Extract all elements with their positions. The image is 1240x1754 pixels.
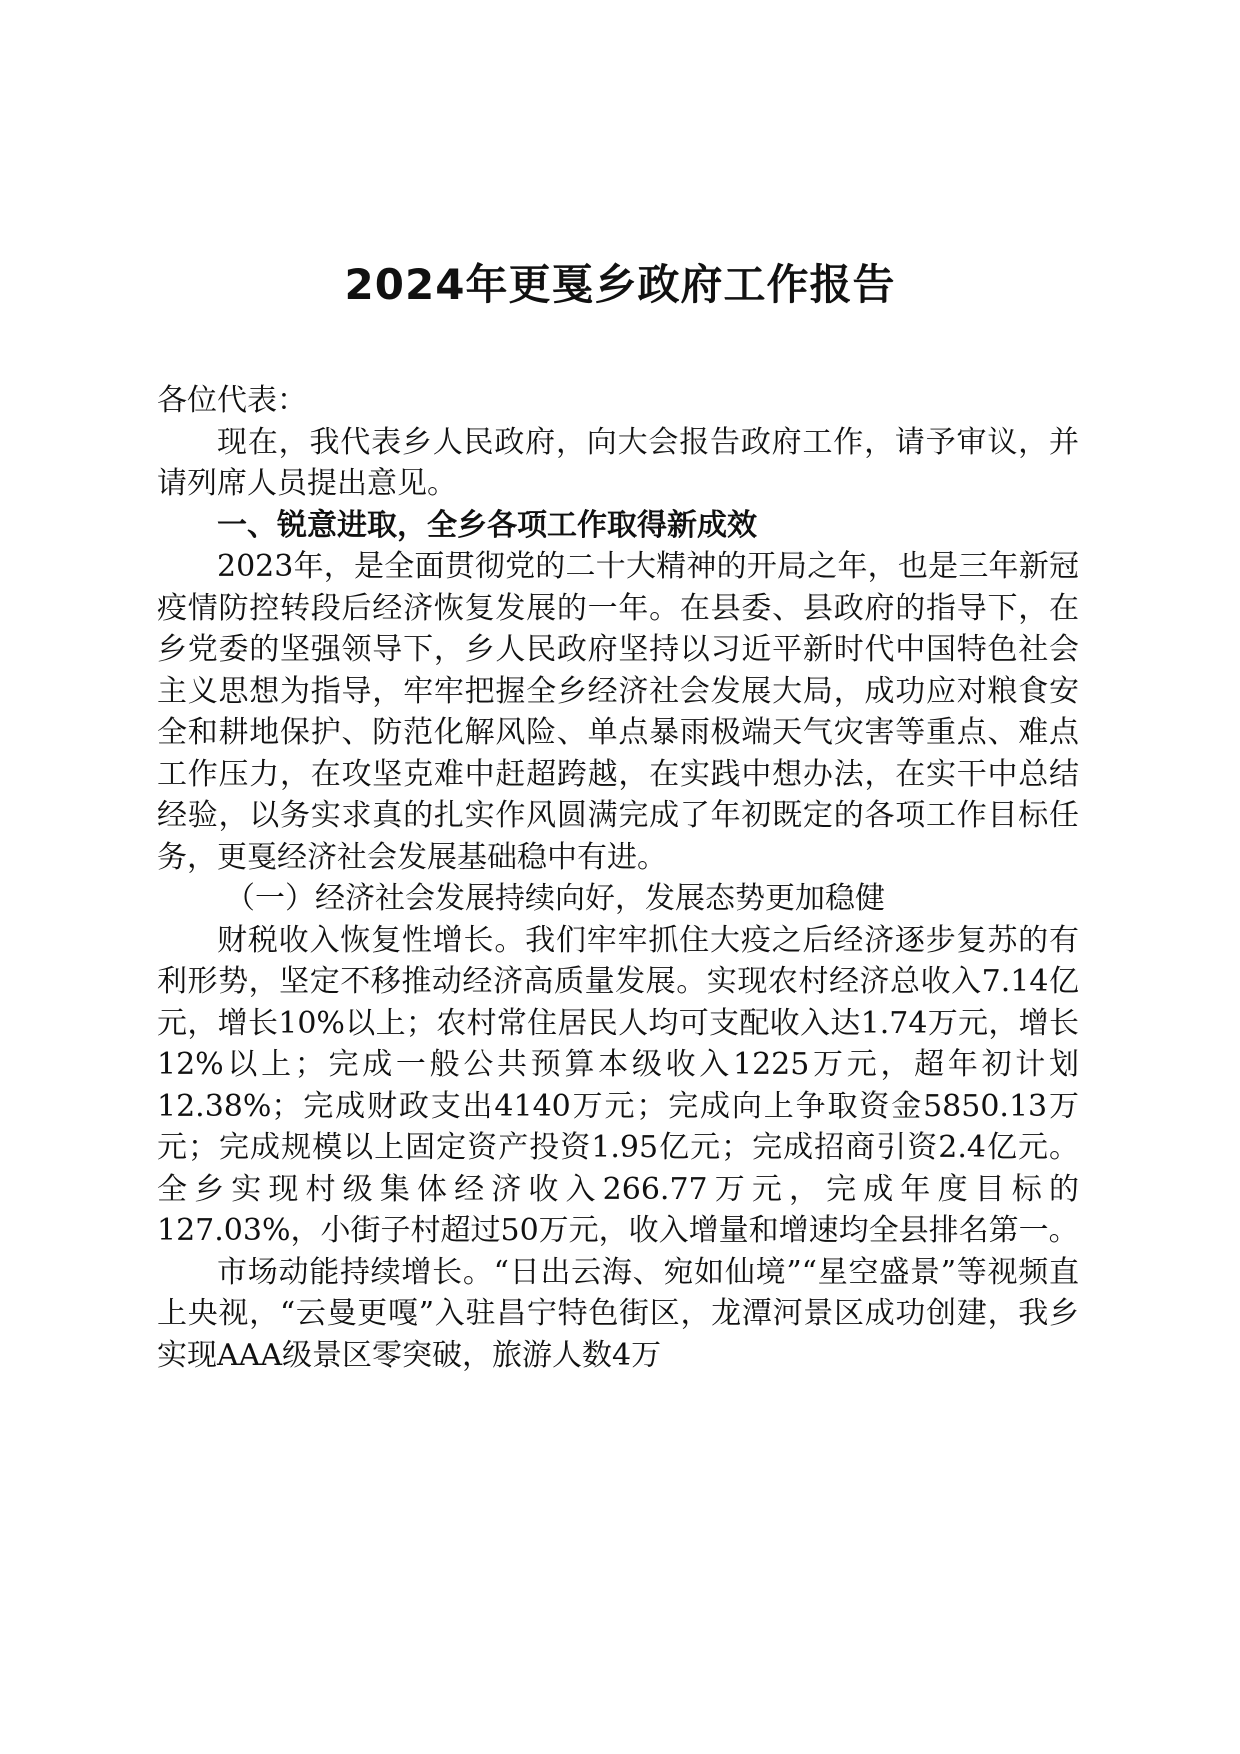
document-title: 2024年更戛乡政府工作报告 <box>344 260 896 309</box>
document-body <box>157 380 1079 1376</box>
intro-paragraph: 现在，我代表乡人民政府，向大会报告政府工作，请予审议，并请列席人员提出意见。 <box>157 424 1079 501</box>
subsection-heading: （一）经济社会发展持续向好，发展态势更加稳健 <box>225 881 885 916</box>
fiscal-paragraph: 财税收入恢复性增长。我们牢牢抓住大疫之后经济逐步复苏的有利形势，坚定不移推动经济高质量发展。实现农村经济总收入7.14亿元，增长10%以上；农村常住居民人均可支配收入达1.74万元，增长12%以上；完成一般公共预算本级收入1225万元，超年初计划12.38%；完成财政支出4140万元；完成向上争取资金5850.13万元；完成规模以上固定资产投资1.95亿元；完成招商引资2.4亿元。全乡实现村级集体经济收入266.77万元，完成年度目标的127.03%，小街子村超过50万元，收入增量和增速均全县排名第一。 <box>157 922 1079 1248</box>
salutation: 各位代表： <box>157 383 307 418</box>
overview-paragraph: 2023年，是全面贯彻党的二十大精神的开局之年，也是三年新冠疫情防控转段后经济恢复发展的一年。在县委、县政府的指导下，在乡党委的坚强领导下，乡人民政府坚持以习近平新时代中国特色社会主义思想为指导，牢牢把握全乡经济社会发展大局，成功应对粮食安全和耕地保护、防范化解风险、单点暴雨极端天气灾害等重点、难点工作压力，在攻坚克难中赶超跨越，在实践中想办法，在实干中总结经验，以务实求真的扎实作风圆满完成了年初既定的各项工作目标任务，更戛经济社会发展基础稳中有进。 <box>157 549 1079 875</box>
market-paragraph: 市场动能持续增长。“日出云海、宛如仙境”“星空盛景”等视频直上央视，“云曼更嘎”入驻昌宁特色街区，龙潭河景区成功创建，我乡实现AAA级景区零突破，旅游人数4万 <box>157 1254 1079 1373</box>
section-heading: 一、锐意进取，全乡各项工作取得新成效 <box>217 507 757 543</box>
